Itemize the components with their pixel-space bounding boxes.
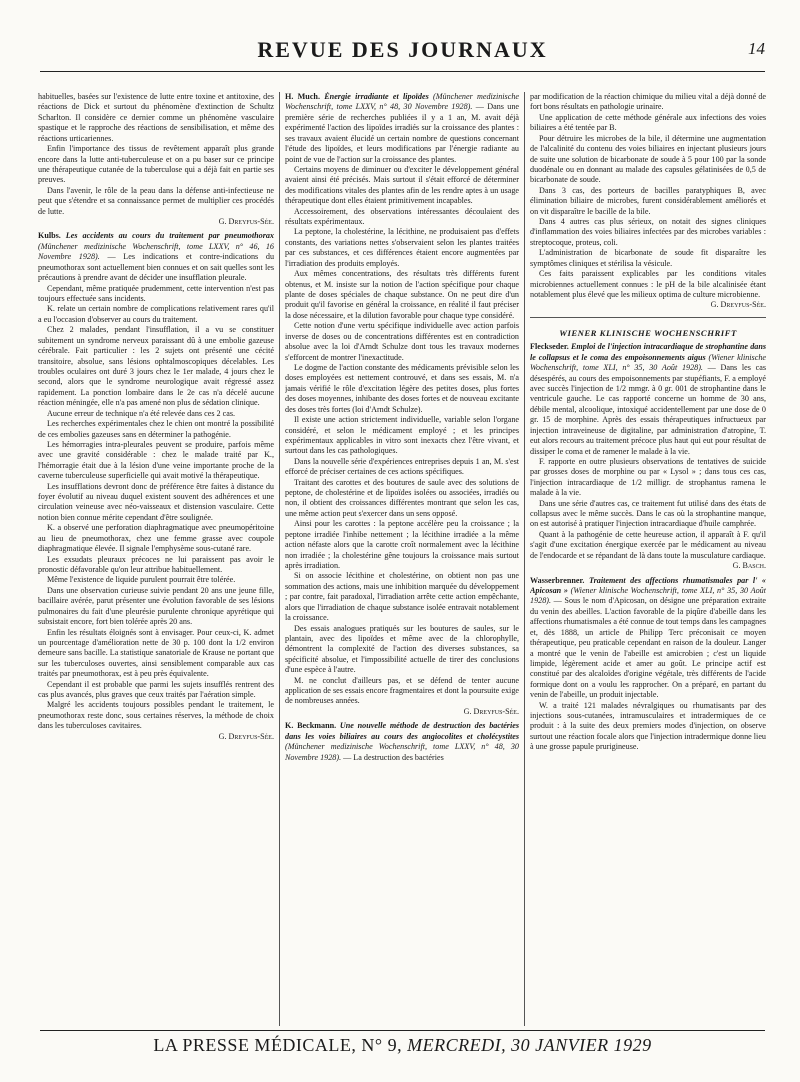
paragraph: Dans la nouvelle série d'expériences entreprises depuis 1 an, M. s'est efforcé de préciser certaines de ces actions spécifiques. [285, 456, 519, 477]
article-wasserbrenner [530, 576, 766, 753]
paragraph: Traitant des carottes et des boutures de saule avec des solutions de peptone, de cholestérine et de lipoïdes isolées ou associées, irradiés ou non, il obtient des croissances différentes montrant que selon les cas, une même action peut s'exercer dans un sens opposé. [285, 477, 519, 518]
paragraph: habituelles, basées sur l'existence de lutte entre toxine et antitoxine, des réactions de Dick et surtout du phénomène d'extinction de Schultz Scharlton. Il considère ce dernier comme un phénomène vasculaire spastique et le rapproche des réactions de sensibilisation, et même des réactions urticariennes. [38, 92, 274, 143]
signature: G. Dreyfus-Sée. [710, 300, 766, 310]
article-title: Les accidents au cours du traitement par pneumothorax [65, 231, 274, 241]
paragraph: Ces faits paraissent explicables par les conditions vitales microbiennes actuellement connues : le pH de la bile alcalinisée étant notablement plus élevé que les milieux optima de culture microbienne. [530, 269, 766, 300]
paragraph: M. ne conclut d'ailleurs pas, et se défend de tenter aucune application de ses essais encore fragmentaires et dont la poursuite exige de nombreuses années. [285, 675, 519, 706]
footer-line [40, 1035, 765, 1056]
section-heading: WIENER KLINISCHE WOCHENSCHRIFT [559, 327, 737, 338]
article-author: Wasserbrenner. [530, 575, 585, 585]
page-number: 14 [748, 39, 765, 58]
article-kulbs [38, 231, 274, 742]
issue-date: MERCREDI, 30 JANVIER 1929 [407, 1035, 652, 1055]
article-fleckseder [530, 342, 766, 571]
paragraph: Dans une observation curieuse suivie pendant 20 ans une jeune fille, bacillaire avérée, parut présenter une évolution favorable de ses lésions pulmonaires du fait d'une pleurésie purulente chronique apyrétique qui subsistait encore, fort bien tolérée après 20 ans. [38, 585, 274, 627]
article-text: — Dans les cas désespérés, au cours des empoisonnements par stupéfiants, F. a employé avec succès l'injection de 1/2 mmgr. à 0 gr. 001 de strophantine dans le ventricule gauche. Le cas rapporté concerne un homme de 30 ans, débile mental, alcoolique, intoxiqué accidentellement par une dose de 0 gr. 15 de morphine. Après des essais thérapeutiques infructueux par injection intraveineuse de digitaline, par administration d'atropine, T. eut alors recours au traitement précoce plus haut qui eut pour résultat de dissiper le coma et de ramener le malade à la vie. [530, 363, 766, 456]
article-beckmann [285, 721, 519, 763]
paragraph: Les exsudats pleuraux précoces ne lui paraissent pas avoir le pronostic défavorable qu'on leur attribue habituellement. [38, 554, 274, 574]
paragraph: Chez 2 malades, pendant l'insufflation, il a vu se constituer subitement un syndrome nerveux paraissant dû à une embolie gazeuse cérébrale. Fait particulier : les 2 sujets ont présenté une cécité transitoire, absolue, sans lésions ophtalmoscopiques décelables. Les troubles oculaires ont duré 3 jours chez le 1er malade, 4 jours chez le second, alors que le syndrome neurologique avait régressé assez rapidement. La ponction lombaire dans le 2e cas n'a décelé aucune réaction méningée, elle n'a pas amené non plus de sédation clinique. [38, 325, 274, 408]
page-header [40, 30, 765, 72]
paragraph: Enfin les résultats éloignés sont à envisager. Pour ceux-ci, K. admet un pourcentage d'amélioration nette de 30 p. 100 dont la 1/2 environ demeure sans bacille. La statistique sanatoriale de Krause ne portant que sur les tuberculoses ouvertes, ainsi sensiblement comparable aux cas traités par pneumothorax, est à peu près équivalente. [38, 627, 274, 679]
paragraph: F. rapporte en outre plusieurs observations de tentatives de suicide par grosses doses de morphine ou par « Lysol » ; dans tous ces cas, l'injection intracardiaque de 1/2 milligr. de strophantus ramena le malade à la vie. [530, 456, 766, 498]
article-author: K. Beckmann. [285, 721, 337, 731]
column-divider [524, 92, 525, 1026]
signature: G. Basch. [732, 561, 766, 571]
column-divider [279, 92, 280, 1026]
paragraph: Même l'existence de liquide purulent pourrait être tolérée. [47, 575, 236, 585]
paragraph: K. a observé une perforation diaphragmatique avec pneumopéritoine au lieu de pneumothorax, chez une femme grasse avec coupole diaphragmatique élevée. Il signale l'emphysème sous-cutané rare. [38, 523, 274, 554]
paragraph: Cette notion d'une vertu spécifique individuelle avec action parfois inverse de doses ou de concentrations différentes est en contradiction absolue avec la loi d'Arndt Schulze dont tous les travaux modernes s'efforcent de montrer l'inexactitude. [285, 321, 519, 362]
article-heading [38, 231, 274, 283]
article-heading [285, 92, 519, 165]
paragraph: Les recherches expérimentales chez le chien ont montré la possibilité de ces embolies gazeuses sans en déterminer la pathogénie. [38, 419, 274, 439]
paragraph: Dans 4 autres cas plus sérieux, on notait des signes cliniques d'inflammation des voies biliaires infectées par des microbes variables : streptocoque, proteus, coli. [530, 217, 766, 247]
article-title: Énergie irradiante et lipoïdes [324, 92, 429, 101]
journal-name: LA PRESSE MÉDICALE, N° 9, [153, 1035, 403, 1055]
paragraph: par modification de la réaction chimique du milieu vital a déjà donné de fort bons résultats en pathologie urinaire. [530, 92, 766, 112]
paragraph: Pour détruire les microbes de la bile, il détermine une augmentation de l'alcalinité du contenu des voies biliaires en injectant plusieurs jours de suite une solution de bicarbonate de soude à 5 pour 100 par la sonde duodénale ou en donnant au malade des capsules gélatinisées de 0,5 de bicarbonate de soude. [530, 133, 766, 185]
column-1 [38, 92, 274, 1022]
header-rule [40, 71, 765, 72]
article-title: Traitement des affections rhumatismales par l' « Apicosan » [530, 575, 766, 595]
article-author: Fleckseder. [530, 342, 569, 352]
section-rule [530, 317, 766, 318]
article-source: (Münchener medizinische Wochenschrift, tome LXXV, n° 48, 30 Novembre 1928). [285, 92, 519, 112]
signature: G. Dreyfus-Sée. [463, 706, 519, 716]
paragraph: Si on associe lécithine et cholestérine, on obtient non pas une sommation des actions, mais une inhibition marquée du développement ; par contre, fait paradoxal, l'irradiation arrête cette action empêchante, alors que l'irradiation de chaque substance isolée entravait notablement la croissance. [285, 571, 519, 623]
paragraph: Dans 3 cas, des porteurs de bacilles paratyphiques B, avec élimination biliaire de microbes, furent considérablement améliorés et on vit disparaître le bacille de la bile. [530, 185, 766, 216]
paragraph: Ainsi pour les carottes : la peptone accélère peu la croissance ; la peptone irradiée l'inhibe nettement ; la lécithine irradiée a la même action néfaste alors que la carotte croît normalement avec la lécithine non irradiée ; la cholestérine gêne toujours la croissance mais surtout après irradiation. [285, 519, 519, 570]
paragraph: Aux mêmes concentrations, des résultats très différents furent obtenus, et M. insiste sur la notion de l'action spécifique pour chaque plante de doses spéciales de chaque substance. On ne peut dire d'un produit qu'il favorise en général la croissance, en réalité il faut préciser la dose nécessaire, et la dilution favorable pour chaque type considéré. [285, 269, 519, 320]
running-title: REVUE DES JOURNAUX [257, 37, 548, 62]
article-title: Emploi de l'injection intracardiaque de strophantine dans le collapsus et le coma des empoisonnements aigus [530, 342, 766, 362]
article-author: H. Much. [285, 92, 320, 101]
article-heading [530, 342, 766, 457]
article-text: — Dans une première série de recherches publiées il y a 1 an, M. avait déjà expérimenté l'action des lipoïdes irradiés sur la croissance des plantes : ses travaux avaient élucidé un certain nombre de questions concernant l'étude des lipoïdes, et leurs modifications par l'énergie radiante au point de vue de l'action sur la croissance des plantes. [285, 102, 519, 164]
signature: G. Dreyfus-Sée. [218, 731, 274, 741]
paragraph: Accessoirement, des observations intéressantes découlaient des résultats expérimentaux. [285, 206, 519, 227]
paragraph: Cependant, même pratiquée prudemment, cette intervention n'est pas toujours effectuée sans incidents. [38, 283, 274, 304]
article-text: — Sous le nom d'Apicosan, on désigne une préparation extraite du venin des abeilles. L'action favorable de la piqûre d'abeille dans les affections rhumatismales a été connue de tout temps dans les campagnes et, dès 1888, un article de Philipp Terc préconisait ce moyen thérapeutique, peu praticable cependant en raison de la douleur. Langer a montré que le venin de l'abeille est amicrobien ; c'est un liquide limpide, légèrement acide et amer au goût. Le principe actif est constitué par des alcaloïdes d'origine végétale, très différents de l'acide formique dont on a voulu les rapprocher. On a préparé, en partant du venin de l'abeille, un produit injectable. [530, 596, 766, 700]
article-heading [285, 721, 519, 763]
paragraph: Les insufflations devront donc de préférence être faites à distance du foyer évolutif au niveau duquel existent souvent des adhérences et une circulation veineuse avec néo-vaisseaux et distension vasculaire. Cette notion bien connue mérite cependant d'être soulignée. [38, 481, 274, 522]
paragraph: Enfin l'importance des tissus de revêtement apparaît plus grande encore dans la lutte anti-tuberculeuse et on a pu baser sur ce principe une thérapeutique cutanée de la tuberculose qui a déjà fait en partie ses preuves. [38, 144, 274, 185]
signature: G. Dreyfus-Sée. [218, 217, 274, 227]
article-text: — Les indications et contre-indications du pneumothorax sont actuellement bien connues et on sait quelles sont les précautions à prendre avant de décider une insufflation pleurale. [38, 252, 274, 283]
article-source: (Wiener klinische Wochenschrift, tome XLI, n° 35, 30 Août 1928). [530, 352, 766, 373]
article-title: Une nouvelle méthode de destruction des bactéries dans les voies biliaires au cours des angiocolites et cholécystites [285, 721, 519, 741]
page-footer [40, 1030, 765, 1058]
paragraph: Dans une série d'autres cas, ce traitement fut utilisé dans des états de collapsus avec le même succès. Dans le cas où la strophantine manque, on est autorisé à pratiquer l'injection intracardiaque d'huile camphrée. [530, 498, 766, 529]
paragraph: Malgré les accidents toujours possibles pendant le traitement, le pneumothorax reste donc, sous certaines réserves, la méthode de choix dans les tuberculoses cavitaires. [38, 700, 274, 731]
paragraph: Il existe une action strictement individuelle, variable selon l'organe considéré, et selon le médicament employé ; et les principes expérimentaux applicables in vitro sont inexacts chez l'être vivant, et surtout dans les cas pathologiques. [285, 415, 519, 456]
paragraph: La peptone, la cholestérine, la lécithine, ne produisaient pas d'effets constants, des variations nettes s'observaient selon les plantes traitées par ces substances, et ces différences étaient encore augmentées par l'irradiation des produits employés. [285, 227, 519, 268]
paragraph: Une application de cette méthode générale aux infections des voies biliaires a été tentée par B. [530, 112, 766, 133]
paragraph: L'administration de bicarbonate de soude fit disparaître les symptômes cliniques et stérilisa la vésicule. [530, 248, 766, 268]
paragraph: Dans l'avenir, le rôle de la peau dans la défense anti-infectieuse ne peut que s'étendre et sa connaissance permet de multiplier ces procédés de lutte. [38, 185, 274, 216]
paragraph: Quant à la pathogénie de cette heureuse action, il apparaît à F. qu'il s'agit d'une excitation énergique exercée par le médicament au niveau de l'endocarde et se répandant de là dans toute la musculature cardiaque. [530, 529, 766, 560]
column-3 [530, 92, 766, 1022]
article-source: (Münchener medizinische Wochenschrift, tome LXXV, n° 48, 30 Novembre 1928). [285, 742, 519, 762]
article-source: (Wiener klinische Wochenschrift, tome XLI, n° 35, 30 Août 1928). [530, 585, 766, 606]
article-much [285, 92, 519, 717]
paragraph: Des essais analogues pratiqués sur les boutures de saules, sur le plantain, avec des lipoïdes et même avec de la chlorophylle, démontrent la complexité de l'action des diverses substances, sa spécificité absolue, et l'impossibilité actuelle de tirer des conclusions d'une espèce à l'autre. [285, 623, 519, 675]
paragraph: Certains moyens de diminuer ou d'exciter le développement général avaient ainsi été précisés. Mais surtout il s'était efforcé de déterminer des modifications vitales des plantes afin de les rendre aptes à un usage thérapeutique dont elles étaient primitivement incapables. [285, 164, 519, 206]
article-text: — La destruction des bactéries [343, 752, 444, 762]
paragraph: Le dogme de l'action constante des médicaments prévisible selon les doses employées est nettement controuvé, et dans ses essais, M. n'a jamais vérifié le rôle d'excitation légère des petites doses, plus fortes des doses moyennes, inhibante des doses fortes et de nouveau excitante des doses très fortes (loi d'Arndt Schulze). [285, 362, 519, 414]
paragraph: Les hémorragies intra-pleurales peuvent se produire, parfois même avec une gravité considérable : chez le malade traité par K., l'hémorragie était due à la lésion d'une veine importante proche de la caverne tuberculeuse superficielle qui avait motivé la thérapeutique. [38, 439, 274, 481]
paragraph: W. a traité 121 malades névralgiques ou rhumatisants par des injections sous-cutanées, intramusculaires et intradermiques de ce produit : à la suite des deux premiers modes d'injection, on observe surtout une réaction focale alors que l'injection intradermique donne lieu à une grosse papule prurigineuse. [530, 700, 766, 752]
paragraph: Aucune erreur de technique n'a été relevée dans ces 2 cas. [47, 408, 236, 418]
paragraph: K. relate un certain nombre de complications relativement rares qu'il a eu l'occasion d'observer au cours du traitement. [38, 304, 274, 324]
column-2 [285, 92, 519, 1022]
paragraph: Cependant il est probable que parmi les sujets insufflés rentrent des cas plus avancés, plus graves que ceux traités par l'aération simple. [38, 679, 274, 700]
footer-rule [40, 1030, 765, 1031]
article-author: Kulbs. [38, 231, 61, 241]
article-heading [530, 576, 766, 701]
article-source: (Münchener medizinische Wochenschrift, tome LXXV, n° 46, 16 Novembre 1928). [38, 241, 274, 262]
